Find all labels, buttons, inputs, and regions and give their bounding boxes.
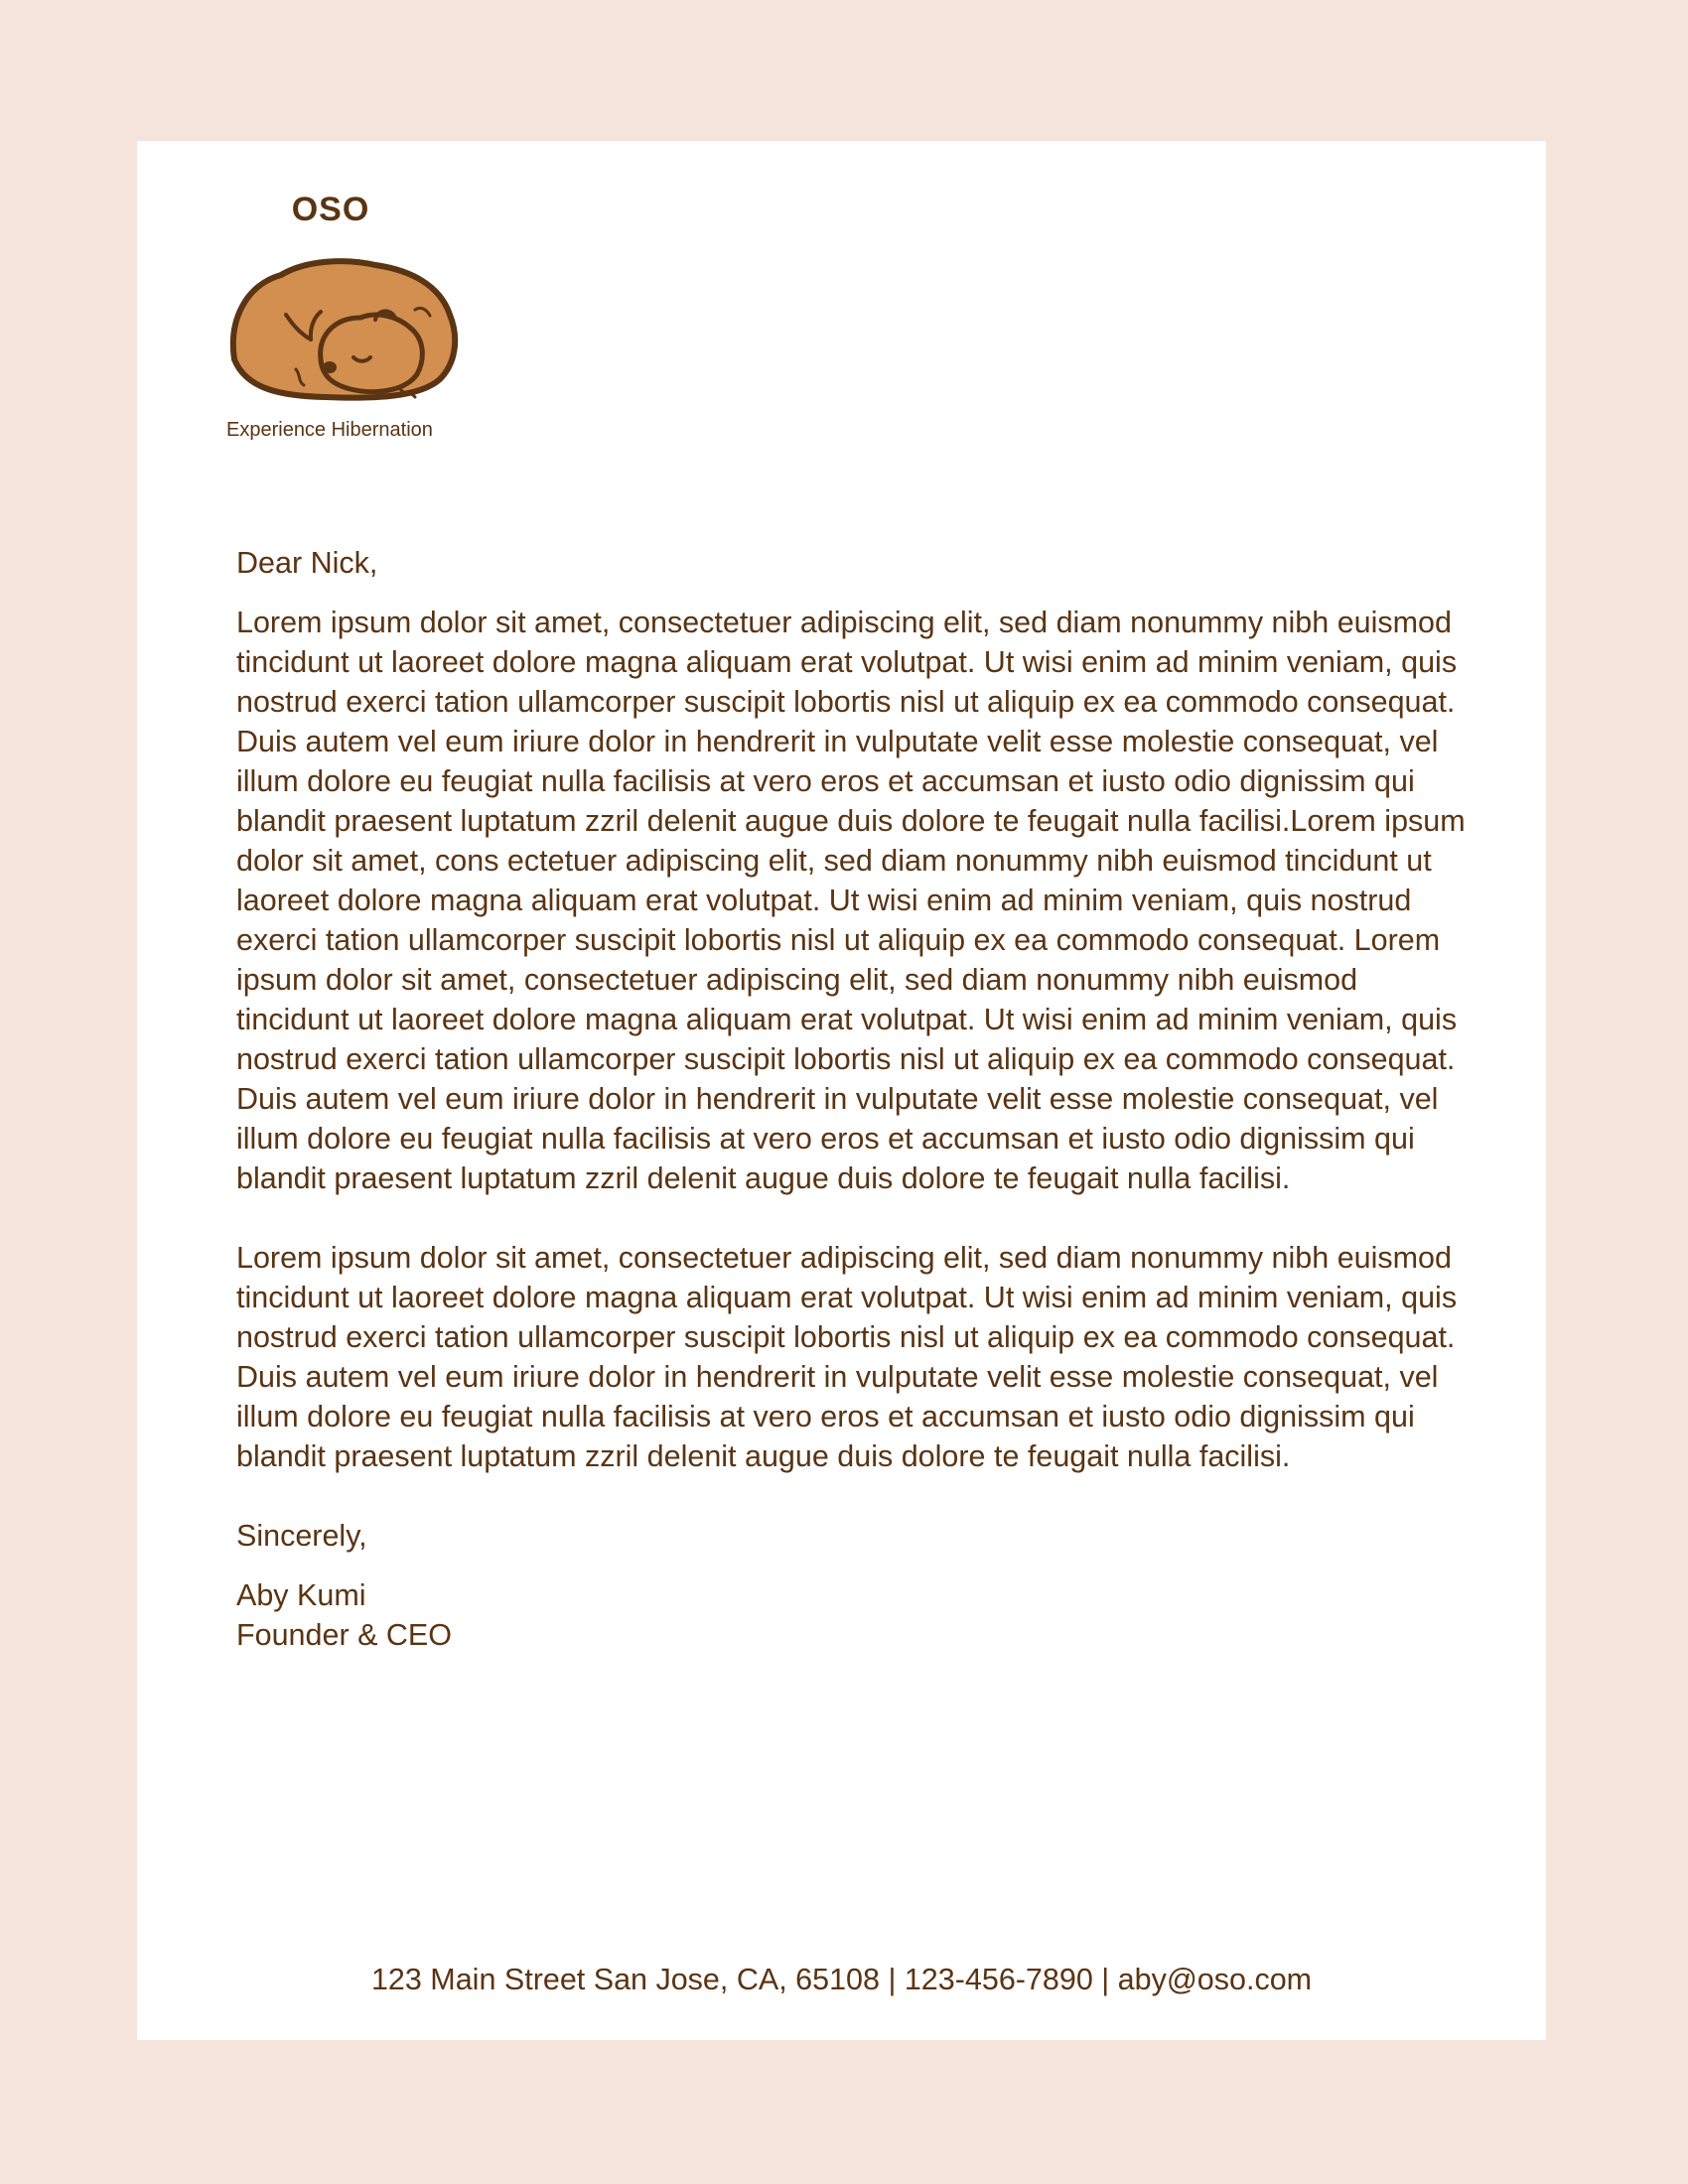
letter-greeting: Dear Nick, <box>236 546 378 580</box>
signer-name: Aby Kumi <box>236 1578 366 1612</box>
footer-contact: 123 Main Street San Jose, CA, 65108 | 123-456-7890 | aby@oso.com <box>370 1963 1313 1996</box>
letter-paragraph-1: Lorem ipsum dolor sit amet, consectetuer adipiscing elit, sed diam nonummy nibh euismod tincidunt ut laoreet dolore magna aliquam erat volutpat. Ut wisi enim ad minim veniam, quis nostrud exerci tation ullamcorper suscipit lobortis nisl ut aliquip ex ea commodo consequat. Duis autem vel eum iriure dolor in hendrerit in vulputate velit esse molestie consequat, vel illum dolore eu feugiat nulla facilisis at vero eros et accumsan et iusto odio dignissim qui blandit praesent luptatum zzril delenit augue duis dolore te feugait nulla facilisi.Lorem ipsum dolor sit amet, cons ectetuer adipiscing elit, sed diam nonummy nibh euismod tincidunt ut laoreet dolore magna aliquam erat volutpat. Ut wisi enim ad minim veniam, quis nostrud exerci tation ullamcorper suscipit lobortis nisl ut aliquip ex ea commodo consequat. Lorem ipsum dolor sit amet, consectetuer adipiscing elit, sed diam nonummy nibh euismod tincidunt ut laoreet dolore magna aliquam erat volutpat. Ut wisi enim ad minim veniam, quis nostrud exerci tation ullamcorper suscipit lobortis nisl ut aliquip ex ea commodo consequat. Duis autem vel eum iriure dolor in hendrerit in vulputate velit esse molestie consequat, vel illum dolore eu feugiat nulla facilisis at vero eros et accumsan et iusto odio dignissim qui blandit praesent luptatum zzril delenit augue duis dolore te feugait nulla facilisi. <box>236 606 1466 1195</box>
letter-paragraph-2: Lorem ipsum dolor sit amet, consectetuer adipiscing elit, sed diam nonummy nibh euismod tincidunt ut laoreet dolore magna aliquam erat volutpat. Ut wisi enim ad minim veniam, quis nostrud exerci tation ullamcorper suscipit lobortis nisl ut aliquip ex ea commodo consequat. Duis autem vel eum iriure dolor in hendrerit in vulputate velit esse molestie consequat, vel illum dolore eu feugiat nulla facilisis at vero eros et accumsan et iusto odio dignissim qui blandit praesent luptatum zzril delenit augue duis dolore te feugait nulla facilisi. <box>236 1241 1458 1473</box>
sleeping-bear-icon <box>226 240 465 409</box>
letter-body <box>236 543 1468 1655</box>
brand-logo <box>226 191 485 449</box>
brand-tagline: Experience Hibernation <box>226 419 433 441</box>
letter-closing: Sincerely, <box>236 1519 367 1553</box>
signer-title: Founder & CEO <box>236 1618 452 1652</box>
letter-page <box>137 141 1546 2040</box>
brand-name: OSO <box>291 191 370 228</box>
